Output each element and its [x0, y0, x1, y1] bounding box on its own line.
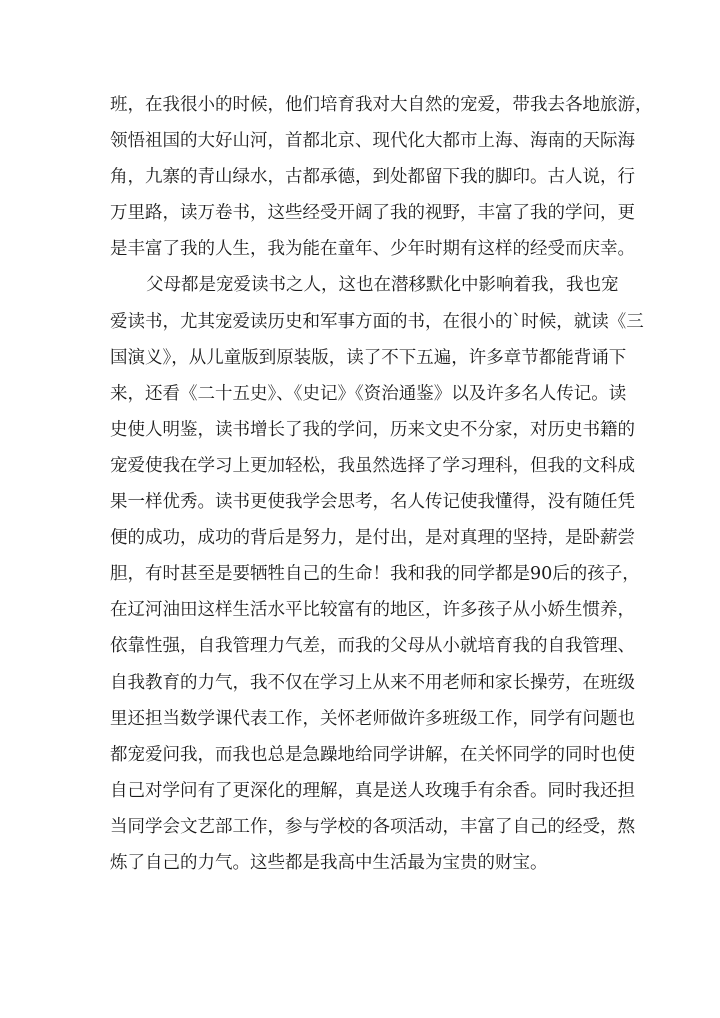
text-line: 都宠爱问我，而我也总是急躁地给同学讲解，在关怀同学的同时也使 [110, 744, 635, 765]
paragraph-1 [110, 87, 653, 267]
text-line: 自己对学问有了更深化的理解，真是送人玫瑰手有余香。同时我还担 [110, 780, 635, 801]
text-line: 国演义》，从儿童版到原装版，读了不下五遍，许多章节都能背诵下 [110, 347, 627, 368]
text-line: 里还担当数学课代表工作，关怀老师做许多班级工作，同学有问题也 [110, 708, 635, 729]
paragraph-2 [110, 267, 644, 881]
text-line: 依靠性强，自我管理力气差，而我的父母从小就培育我的自我管理、 [110, 636, 635, 657]
body-text [110, 87, 653, 881]
text-line: 领悟祖国的大好山河，首都北京、现代化大都市上海、海南的天际海 [110, 131, 635, 152]
text-line: 班，在我很小的时候，他们培育我对大自然的宠爱，带我去各地旅游， [110, 95, 653, 115]
text-line: 父母都是宠爱读书之人，这也在潜移默化中影响着我，我也宠 [146, 275, 619, 296]
text-line: 角，九寨的青山绿水，古都承德，到处都留下我的脚印。古人说，行 [110, 167, 635, 188]
text-line: 史使人明鉴，读书增长了我的学问，历来文史不分家，对历史书籍的 [110, 419, 635, 440]
text-line: 宠爱使我在学习上更加轻松，我虽然选择了学习理科，但我的文科成 [110, 455, 635, 476]
text-line: 在辽河油田这样生活水平比较富有的地区，许多孩子从小娇生惯养， [110, 600, 635, 621]
text-line: 来，还看《二十五史》、《史记》《资治通鉴》以及许多名人传记。读 [110, 383, 627, 404]
text-line: 是丰富了我的人生，我为能在童年、少年时期有这样的经受而庆幸。 [110, 239, 635, 260]
text-line: 爱读书，尤其宠爱读历史和军事方面的书，在很小的`时候，就读《三 [110, 311, 644, 332]
text-line: 便的成功，成功的背后是努力，是付出，是对真理的坚持，是卧薪尝 [110, 528, 635, 549]
text-line: 万里路，读万卷书，这些经受开阔了我的视野，丰富了我的学问，更 [110, 203, 635, 224]
text-line: 当同学会文艺部工作，参与学校的各项活动，丰富了自己的经受，熬 [110, 816, 635, 837]
text-line: 自我教育的力气，我不仅在学习上从来不用老师和家长操劳，在班级 [110, 672, 635, 693]
text-line: 胆，有时甚至是要牺牲自己的生命！我和我的同学都是90后的孩子， [110, 564, 640, 585]
text-line: 炼了自己的力气。这些都是我高中生活最为宝贵的财宝。 [110, 852, 548, 873]
text-line: 果一样优秀。读书更使我学会思考，名人传记使我懂得，没有随任凭 [110, 492, 635, 513]
